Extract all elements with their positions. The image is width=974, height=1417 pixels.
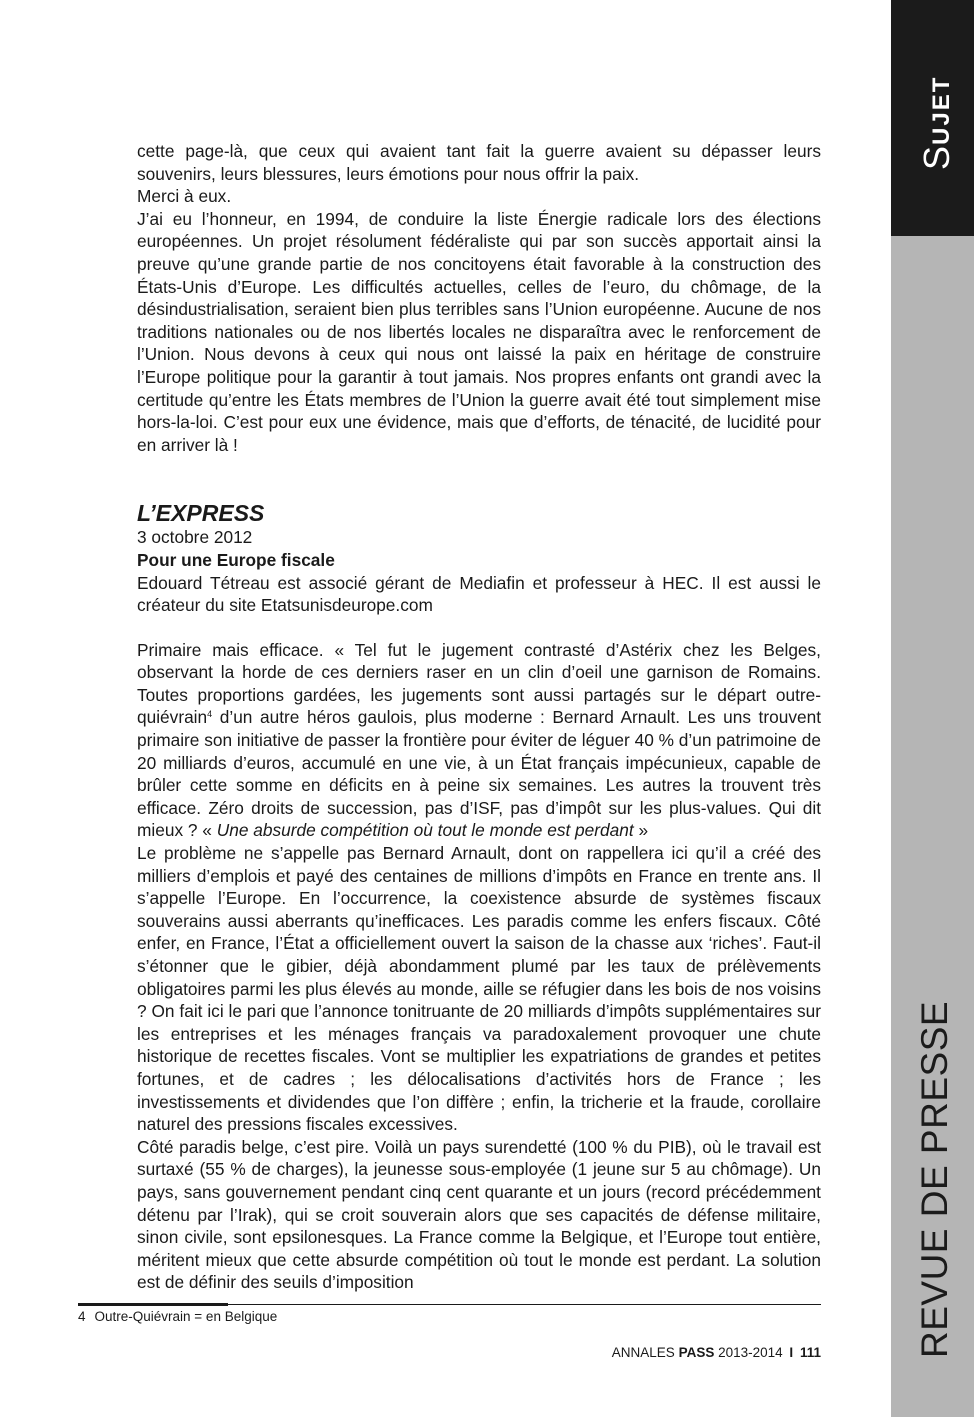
footnote-text: Outre-Quiévrain = en Belgique (94, 1309, 278, 1324)
intro-paragraph-3: J’ai eu l’honneur, en 1994, de conduire la liste Énergie radicale lors des élections européennes. Un projet résolument fédéraliste qui par son succès apportait ainsi la preuve qu’une grande partie de nos concitoyens était favorable à la construction des États-Unis d’Europe. Les difficultés actuelles, celles de l’euro, du chômage, de la désindustrialisation, seraient bien plus terribles sans l’Union européenne. Aucune de nos traditions nationales ou de nos libertés locales ne disparaîtra avec le renforcement de l’Union. Nous devons à ceux qui nous ont laissé la paix en héritage de construire l’Europe politique pour la garantir à tout jamais. Nos propres enfants ont grandi avec la certitude qu’entre les États membres de l’Union la guerre avait été tout simplement mise hors-la-loi. C’est pour eux une évidence, mais que d’efforts, de ténacité, de lucidité pour en arriver là ! (137, 208, 821, 455)
intro-paragraph-2: Merci à eux. (137, 186, 232, 207)
paragraph-text: Primaire mais efficace. « Tel fut le jugement contrasté d’Astérix chez les Belges, observant la horde de ces derniers raser en un clin d’oeil une garnison de Romains. Toutes proportions gardées, les jugements sont aussi partagés sur le départ outre-quiévrain (137, 639, 821, 728)
page-number: 111 (799, 1345, 821, 1360)
footer-separator: I (789, 1345, 794, 1360)
page-content (137, 140, 821, 1294)
section-label (917, 76, 962, 170)
article-paragraph-1 (137, 639, 821, 842)
paragraph-text: d’un autre héros gaulois, plus moderne : Bernard Arnault. Les uns trouvent primaire son initiative de passer la frontière pour éviter de léguer 40 % d’un patrimoine de 20 milliards d’euros, accumulé en une vie, à un État français impécunieux, capable de brûler cette somme en déficits en à peine six semaines. Les autres la trouvent très efficace. Zéro droits de succession, pas d’ISF, pas d’impôt sur les plus-values. Qui dit mieux ? « (137, 707, 821, 841)
footer-years: 2013-2014 (718, 1345, 783, 1360)
page-footer (612, 1345, 821, 1361)
author-note: Edouard Tétreau est associé gérant de Mediafin et professeur à HEC. Il est aussi le créateur du site Etatsunisdeurope.com (137, 572, 821, 616)
section-label-initial: S (916, 144, 957, 170)
spacer (137, 617, 821, 639)
footnote (78, 1309, 277, 1325)
footnote-reference: 4 (207, 709, 213, 720)
article-source: L’EXPRESS (137, 500, 265, 527)
paragraph-text: » (633, 820, 649, 841)
footnote-number: 4 (78, 1309, 86, 1324)
article-date: 3 octobre 2012 (137, 527, 253, 548)
footer-prefix: ANNALES (611, 1345, 675, 1360)
article-paragraph-2: Le problème ne s’appelle pas Bernard Arnault, dont on rappellera ici qu’il a créé des milliers d’emplois et payé des centaines de millions d’impôts en France en trente ans. Il s’appelle l’Europe. En l’occurrence, la coexistence absurde de systèmes fiscaux souverains aussi aberrants qu’inefficaces. Les paradis comme les enfers fiscaux. Côté enfer, en France, l’État a officiellement ouvert la saison de la chasse aux ‘riches’. Faut-il s’étonner que le gibier, déjà abondamment plumé par les taux de prélèvements obligatoires parmi les plus élevés au monde, aille se réfugier dans les bois de nos voisins ? On fait ici le pari que l’annonce tonitruante de 20 milliards d’impôts supplémentaires sur les entreprises et les ménages français va paradoxalement provoquer une chute historique de recettes fiscales. Vont se multiplier les expatriations de grandes et petites fortunes, et de cadres ; les délocalisations d’activités hors de France ; les investissements et dividendes que l’on diffère ; enfin, la tricherie et la fraude, corollaire naturel des pressions fiscales excessives. (137, 843, 821, 1135)
italic-quote: Une absurde compétition où tout le monde est perdant (216, 820, 634, 841)
footnote-divider-accent (78, 1303, 228, 1306)
section-label-rest: UJET (928, 75, 955, 145)
sidebar-label: REVUE DE PRESSE (914, 1000, 955, 1358)
intro-paragraph-1: cette page-là, que ceux qui avaient tant fait la guerre avaient su dépasser leurs souvenirs, leurs blessures, leurs émotions pour nous offrir la paix. (137, 141, 821, 184)
footer-brand: PASS (678, 1345, 715, 1360)
article-paragraph-3: Côté paradis belge, c’est pire. Voilà un pays surendetté (100 % du PIB), où le travail est surtaxé (55 % de charges), la jeunesse sous-employée (1 jeune sur 5 au chômage). Un pays, sans gouvernement pendant cinq cent quarante et un jours (record précédemment détenu par l’Irak), qui se croit souverain alors que ses capacités de défense militaire, sinon civile, sont epsilonesques. La France comme la Belgique, et l’Europe tout entière, méritent mieux que cette absurde compétition où tout le monde est perdant. La solution est de définir des seuils d’imposition (137, 1136, 821, 1293)
article-title: Pour une Europe fiscale (137, 549, 335, 570)
